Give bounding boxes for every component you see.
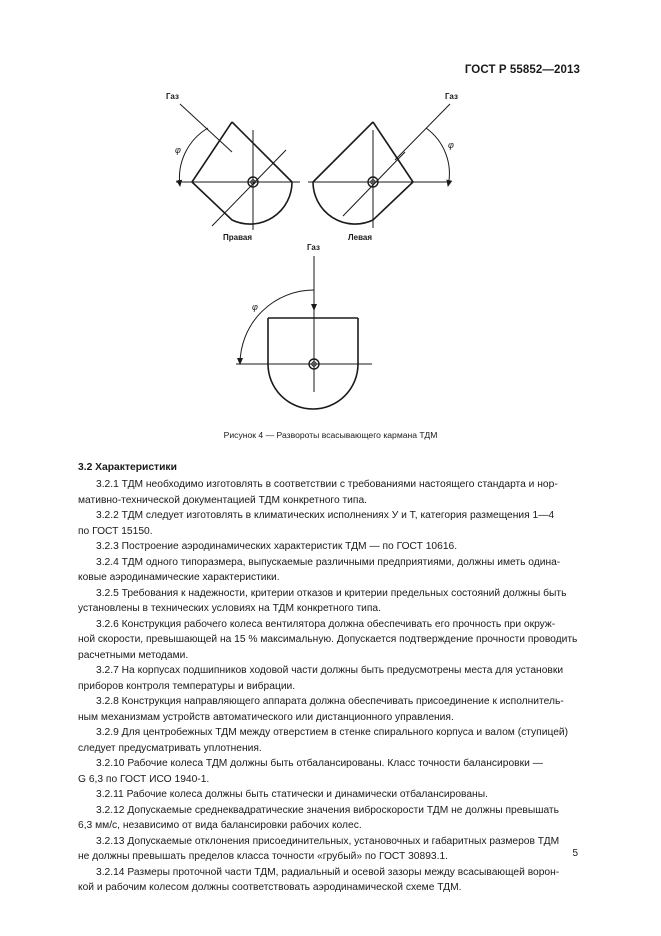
paragraph [78, 663, 582, 694]
paragraph [78, 477, 582, 508]
paragraph-line: 3.2.12 Допускаемые среднеквадратические значения виброскорости ТДМ не должны превышать [96, 804, 559, 816]
paragraph-line: 3.2.2 ТДМ следует изготовлять в климатических исполнениях У и Т, категория размещения 1—4 [96, 510, 555, 521]
paragraph [78, 586, 582, 617]
paragraph [78, 725, 582, 756]
paragraph-line: установлены в технических условиях на ТДМ конкретного типа. [78, 603, 381, 614]
paragraph-line: ковые аэродинамические характеристики. [78, 572, 280, 583]
angle-label-right: φ [175, 145, 181, 155]
section-heading: 3.2 Характеристики [78, 462, 177, 473]
paragraph-line: 3.2.1 ТДМ необходимо изготовлять в соответствии с требованиями настоящего стандарта и нор- [96, 479, 558, 490]
paragraph-line: ным механизмам устройств автоматического или дистанционного управления. [78, 711, 454, 723]
gas-label-bottom: Газ [307, 243, 320, 252]
paragraph-line: 3.2.10 Рабочие колеса ТДМ должны быть отбалансированы. Класс точности балансировки — [96, 758, 543, 769]
paragraph-line: 3.2.8 Конструкция направляющего аппарата должна обеспечивать присоединение к исполнитель- [96, 696, 564, 707]
paragraph-line: по ГОСТ 15150. [78, 525, 153, 537]
paragraph-line: 3.2.5 Требования к надежности, критерии отказов и критерии предельных состояний должны быть [96, 587, 567, 599]
paragraph [78, 617, 582, 664]
gas-label-left: Газ [445, 92, 458, 101]
paragraph-line: 3.2.7 На корпусах подшипников ходовой части должны быть предусмотрены места для установки [96, 665, 564, 676]
paragraph-line: 6,3 мм/с, независимо от вида балансировки рабочих колес. [78, 820, 362, 831]
paragraph-line: 3.2.11 Рабочие колеса должны быть статически и динамически отбалансированы. [96, 789, 488, 800]
angle-label-left: φ [448, 140, 454, 150]
upward-variant [236, 256, 372, 409]
paragraph [78, 865, 582, 896]
paragraph-line: 3.2.9 Для центробежных ТДМ между отверстием в стенке спирального корпуса и валом (ступицей) [96, 727, 569, 738]
paragraph-line: 3.2.4 ТДМ одного типоразмера, выпускаемые различными предприятиями, должны иметь одина- [96, 556, 561, 568]
paragraph-line: мативно-технической документацией ТДМ конкретного типа. [78, 494, 368, 506]
left-hand-label: Левая [348, 233, 372, 242]
paragraph-line: не должны превышать пределов класса точности «грубый» по ГОСТ 30893.1. [78, 851, 449, 862]
paragraph-line: следует предусматривать уплотнения. [78, 742, 262, 754]
paragraph-line: кой и рабочим колесом должны соответствовать аэродинамической схеме ТДМ. [78, 882, 462, 893]
paragraph [78, 803, 582, 834]
paragraph [78, 787, 582, 803]
paragraph-line: расчетными методами. [78, 649, 189, 661]
paragraph-line: 3.2.3 Построение аэродинамических характеристик ТДМ — по ГОСТ 10616. [96, 541, 458, 552]
paragraph-list [78, 477, 582, 896]
page-number: 5 [572, 848, 578, 859]
suction-pocket-rotation-diagram [0, 0, 661, 420]
paragraph-line: G 6,3 по ГОСТ ИСО 1940-1. [78, 773, 210, 785]
paragraph [78, 756, 582, 787]
paragraph-line: 3.2.14 Размеры проточной части ТДМ, радиальный и осевой зазоры между всасывающей ворон- [96, 866, 560, 878]
paragraph [78, 694, 582, 725]
gas-label-right: Газ [166, 92, 179, 101]
document-standard-header: ГОСТ Р 55852—2013 [464, 64, 580, 76]
paragraph-line: 3.2.13 Допускаемые отклонения присоединительных, установочных и габаритных размеров ТДМ [96, 835, 560, 847]
paragraph [78, 834, 582, 865]
paragraph-line: ной скорости, превышающей на 15 % максимальную. Допускается подтверждение прочности проводить [78, 634, 578, 645]
paragraph [78, 539, 582, 555]
angle-label-bottom: φ [252, 302, 258, 312]
paragraph-line: приборов контроля температуры и вибрации. [78, 680, 296, 692]
right-hand-label: Правая [223, 233, 253, 242]
paragraph-line: 3.2.6 Конструкция рабочего колеса вентилятора должна обеспечивать его прочность при окруж- [96, 618, 556, 630]
paragraph [78, 555, 582, 586]
left-hand-variant [308, 104, 450, 228]
right-hand-variant [176, 104, 300, 230]
figure-caption: Рисунок 4 — Развороты всасывающего кармана ТДМ [223, 430, 438, 440]
paragraph [78, 508, 582, 539]
